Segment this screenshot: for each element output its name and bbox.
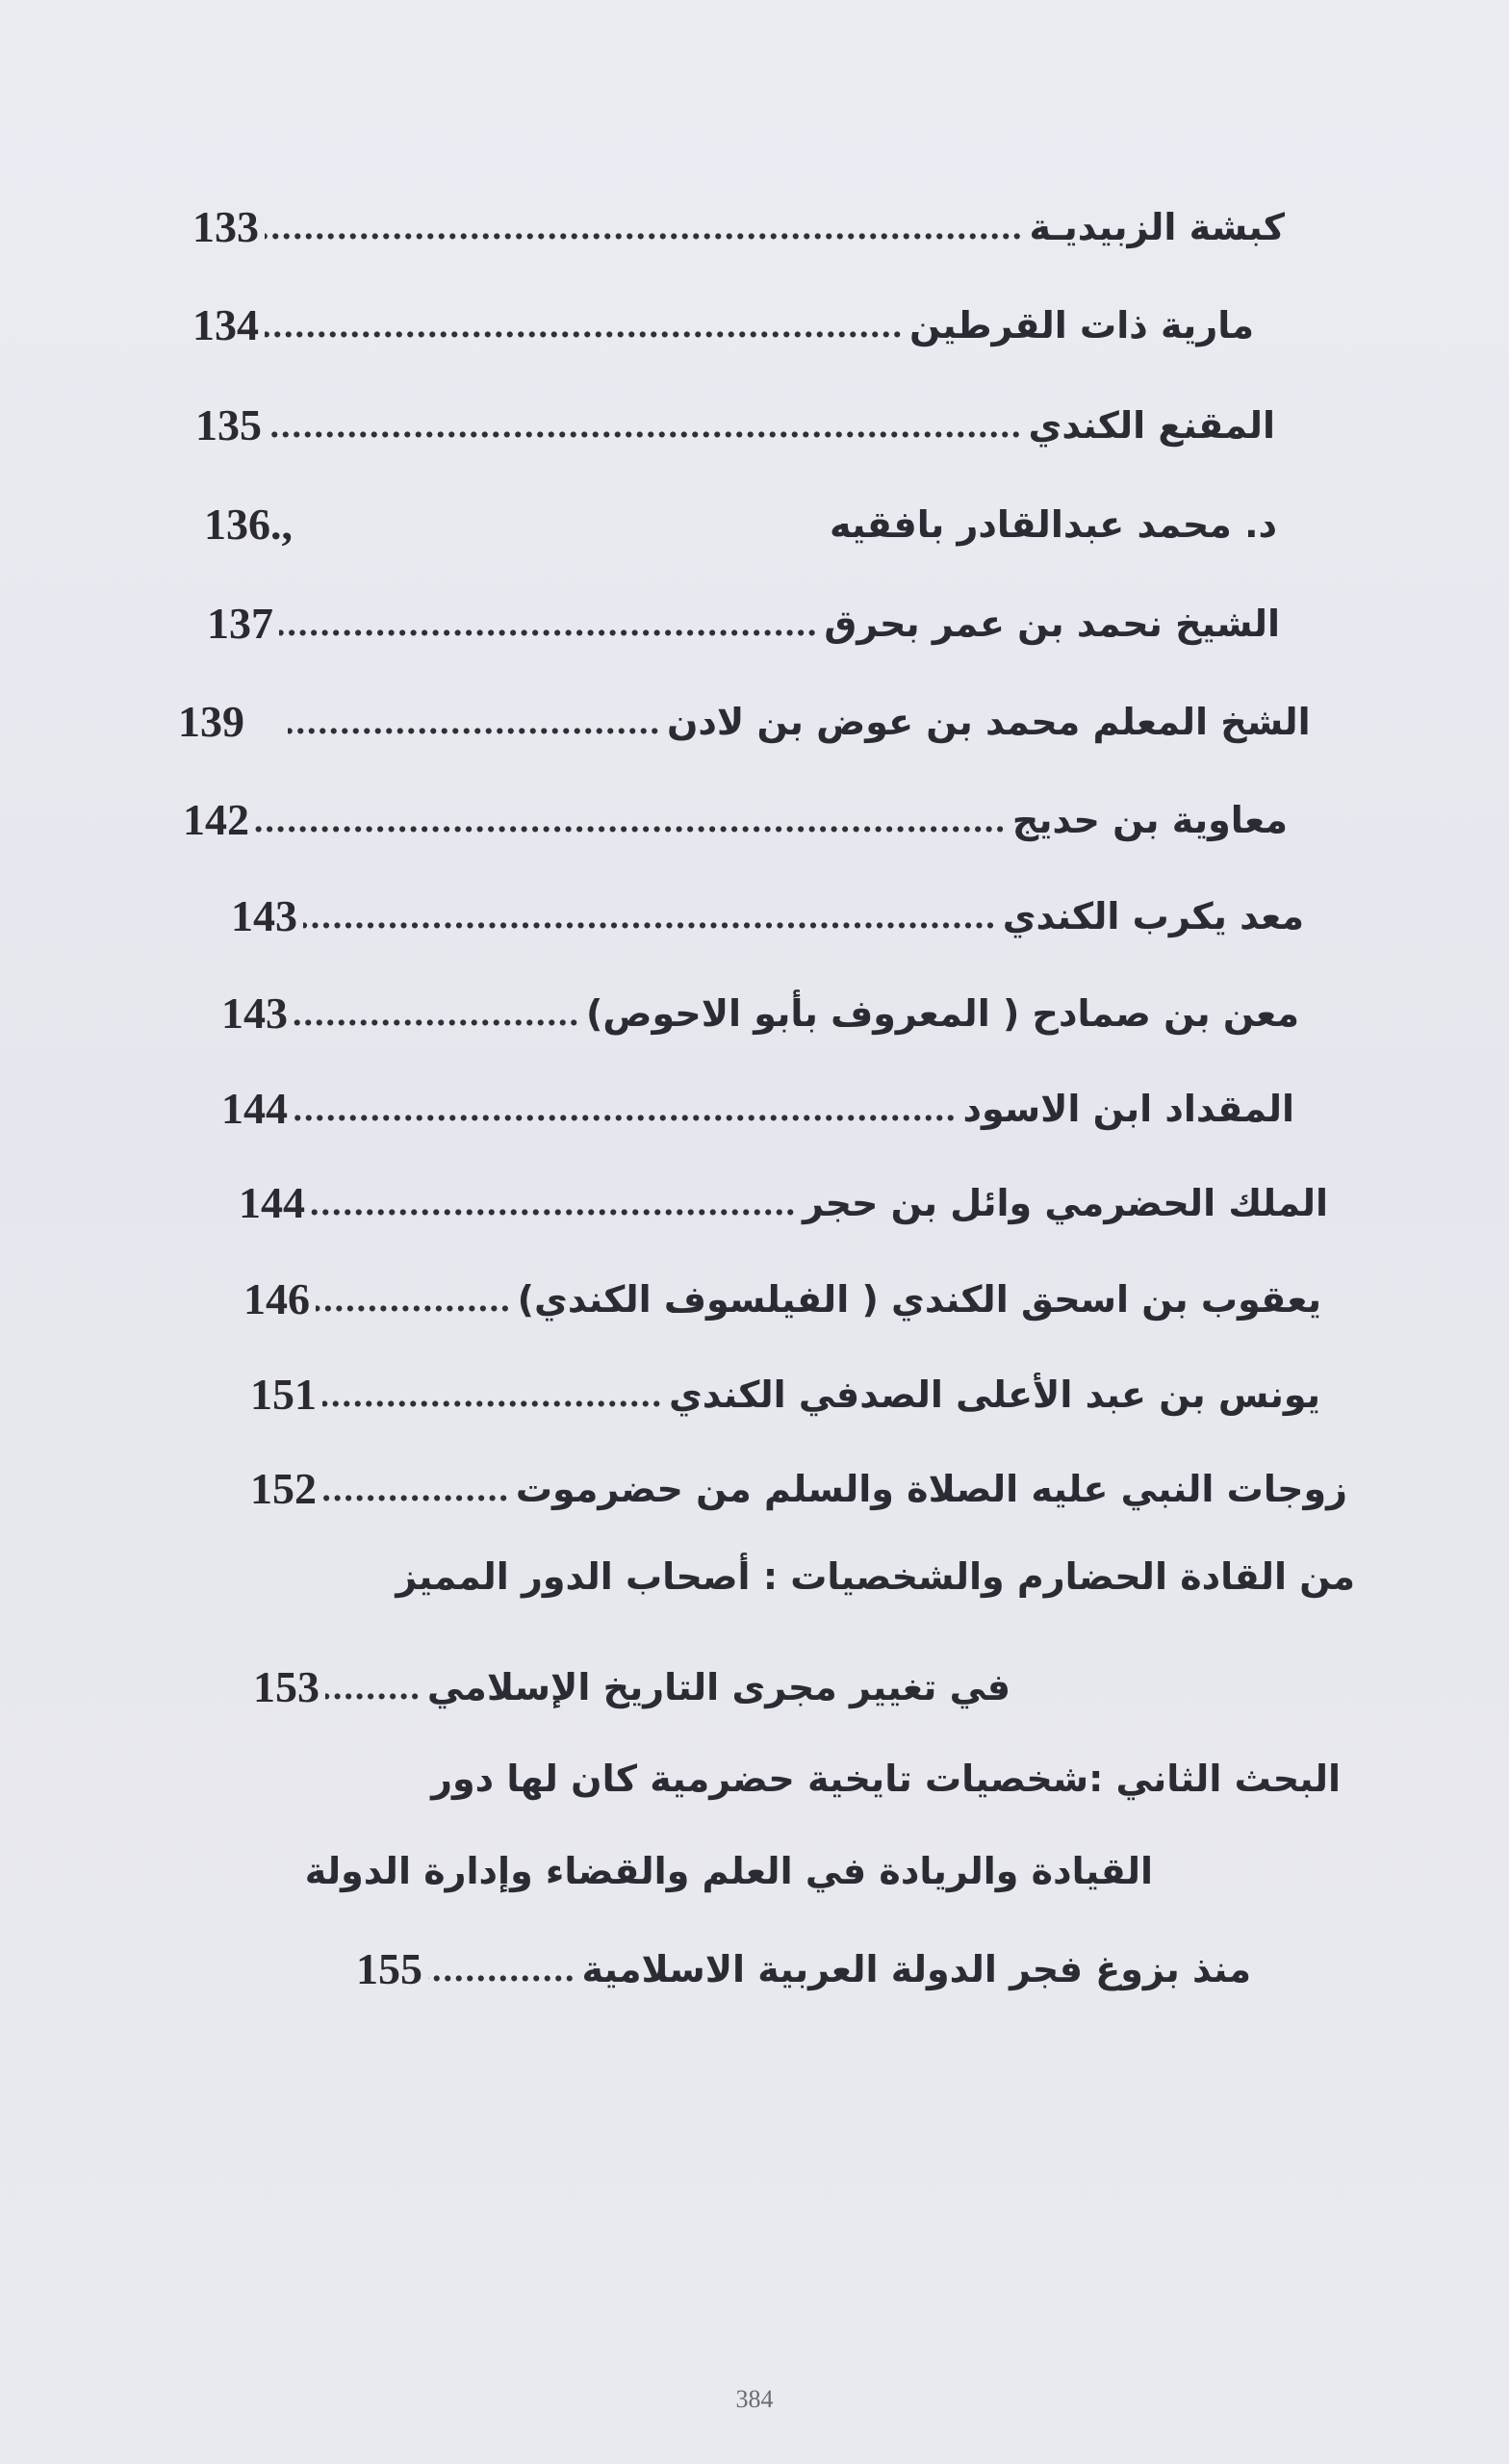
dot-leader	[303, 893, 997, 939]
toc-entry	[253, 1649, 1010, 1726]
toc-page-number: 143	[231, 891, 297, 940]
toc-page-number: 144	[239, 1178, 305, 1227]
toc-title: معد يكرب الكندي	[1002, 895, 1304, 937]
dot-leader	[294, 1086, 957, 1132]
toc-entry	[231, 878, 1304, 955]
dot-leader	[325, 1664, 422, 1710]
toc-title: يونس بن عبد الأعلى الصدفي الكندي	[668, 1373, 1320, 1416]
dot-leader	[294, 990, 580, 1037]
toc-page-number: 152	[250, 1464, 317, 1513]
dot-leader	[265, 204, 1023, 250]
dot-leader	[316, 1276, 512, 1322]
toc-title: معن بن صمادح ( المعروف بأبو الاحوص)	[586, 992, 1299, 1035]
toc-page-number: 151	[250, 1370, 317, 1419]
toc-entry	[221, 975, 1299, 1052]
toc-page-number: 134	[192, 300, 259, 349]
dot-leader	[265, 302, 904, 348]
toc-entry	[243, 1261, 1321, 1338]
dot-leader	[255, 797, 1007, 843]
toc-page-number: 142	[183, 795, 249, 844]
toc-page-number: 133	[192, 202, 259, 251]
toc-title: في تغيير مجرى التاريخ الإسلامي	[426, 1666, 1010, 1708]
dot-leader	[322, 1372, 663, 1418]
toc-title: الشيخ نحمد بن عمر بحرق	[824, 603, 1280, 645]
toc-page-number: 146	[243, 1274, 310, 1323]
toc-entry	[221, 1070, 1294, 1147]
toc-title: المقنع الكندي	[1028, 404, 1275, 447]
toc-title: كبشة الزبيديـة	[1029, 206, 1285, 248]
toc-entry	[183, 782, 1288, 859]
toc-title: زوجات النبي عليه الصلاة والسلم من حضرموت	[515, 1468, 1347, 1510]
toc-entry	[195, 387, 1275, 464]
toc-entry	[250, 1356, 1320, 1433]
section-heading: من القادة الحضارم والشخصيات : أصحاب الدور المميز	[396, 1555, 1355, 1598]
dot-leader	[311, 1180, 797, 1226]
toc-title: منذ بزوغ فجر الدولة العربية الاسلامية	[581, 1948, 1251, 1990]
dot-leader	[288, 699, 661, 745]
dot-leader	[428, 1946, 575, 1992]
dot-leader	[322, 1466, 510, 1512]
toc-page-number: 136.,	[204, 500, 293, 549]
toc-entry	[207, 585, 1280, 662]
toc-entry	[204, 486, 1277, 563]
toc-page-number: 155	[356, 1944, 422, 1993]
toc-title: معاوية بن حديج	[1011, 799, 1288, 841]
page-number-footer: 384	[735, 2385, 774, 2413]
toc-page-number: 139	[178, 697, 244, 746]
toc-entry	[250, 1450, 1347, 1527]
toc-page-number: 144	[221, 1084, 288, 1133]
toc-entry	[239, 1165, 1328, 1242]
dot-leader	[279, 601, 818, 647]
toc-title: د. محمد عبدالقادر بافقيه	[830, 503, 1277, 546]
toc-entry	[192, 189, 1285, 266]
toc-page-number: 137	[207, 599, 273, 648]
toc-page-number: 153	[253, 1662, 320, 1711]
toc-entry	[192, 287, 1254, 364]
toc-title: مارية ذات القرطين	[909, 304, 1254, 346]
toc-page-number: 143	[221, 988, 288, 1038]
toc-title: المقداد ابن الاسود	[962, 1088, 1294, 1130]
section-heading: القيادة والريادة في العلم والقضاء وإدارة الدولة	[304, 1850, 1153, 1892]
section-heading: البحث الثاني :شخصيات تايخية حضرمية كان لها دور	[431, 1758, 1341, 1800]
toc-entry	[178, 683, 1311, 760]
toc-title: يعقوب بن اسحق الكندي ( الفيلسوف الكندي)	[517, 1278, 1321, 1321]
toc-title: الشخ المعلم محمد بن عوض بن لادن	[667, 701, 1311, 743]
dot-leader	[268, 402, 1023, 449]
toc-title: الملك الحضرمي وائل بن حجر	[802, 1182, 1328, 1224]
toc-entry	[356, 1931, 1251, 2008]
toc-page-number: 135	[195, 400, 262, 449]
